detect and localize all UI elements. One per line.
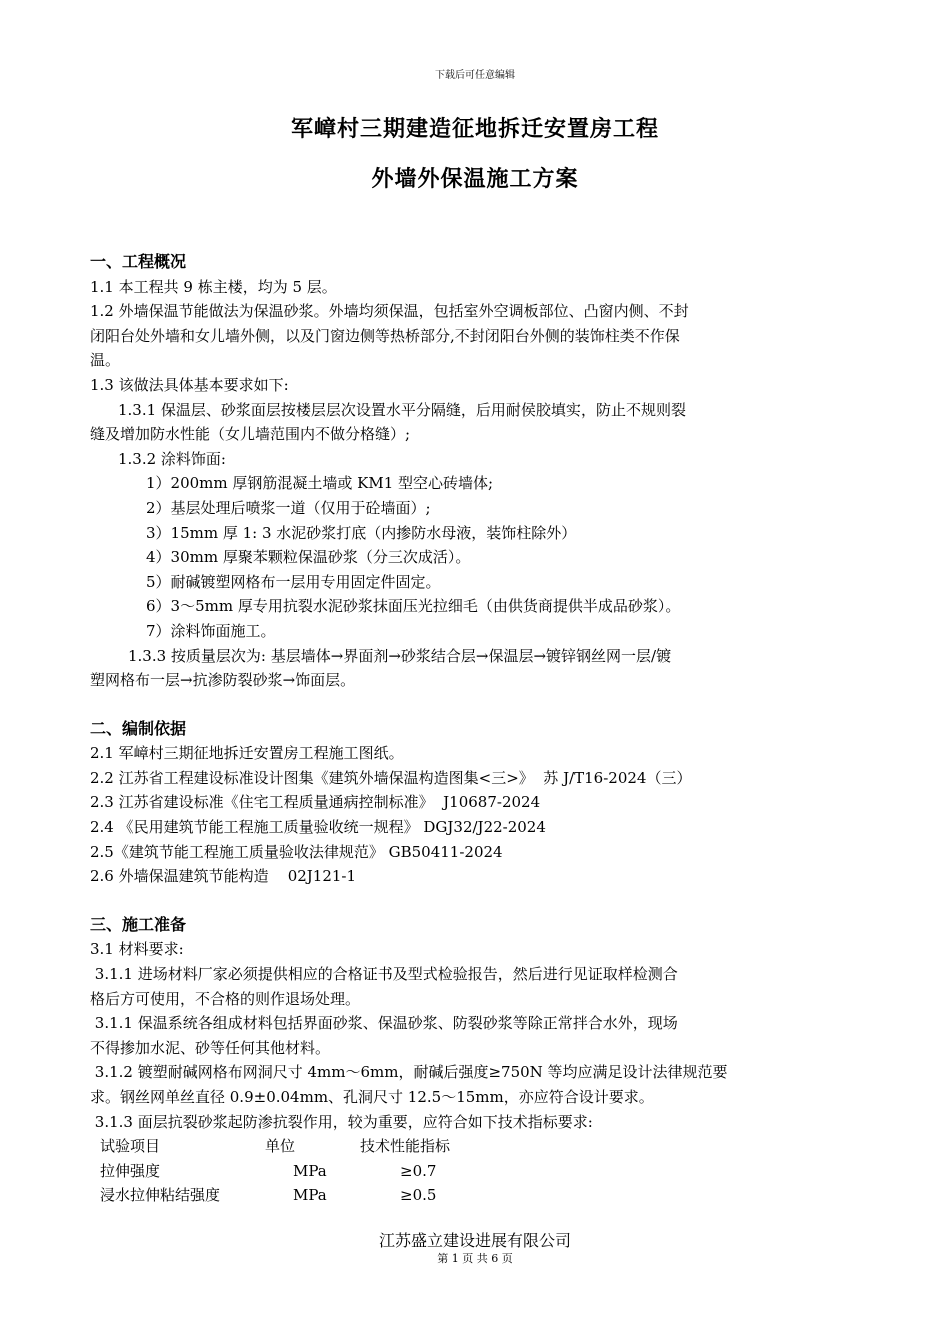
paragraph: 1.1 本工程共 9 栋主楼，均为 5 层。 [90, 277, 337, 296]
list-item: 2）基层处理后喷浆一道（仅用于砼墙面）; [146, 498, 431, 517]
reference-line: 2.2 江苏省工程建设标准设计图集《建筑外墙保温构造图集<三>》 苏 J/T16-2024（三） [90, 768, 692, 787]
document-title: 军嶂村三期建造征地拆迁安置房工程 [290, 116, 659, 142]
paragraph: 1.3 该做法具体基本要求如下: [90, 375, 289, 394]
table-row [90, 1183, 865, 1208]
table-cell: ≥0.5 [400, 1186, 437, 1205]
table-header-row [90, 1134, 865, 1159]
section-heading: 二、编制依据 [90, 718, 187, 738]
paragraph: 1.3.3 按质量层次为: 基层墙体→界面剂→砂浆结合层→保温层→镀锌钢丝网一层/镀 [128, 646, 672, 665]
table-cell: ≥0.7 [400, 1161, 437, 1180]
paragraph: 缝及增加防水性能（女儿墙范围内不做分格缝）; [90, 425, 411, 444]
reference-line: 2.1 军嶂村三期征地拆迁安置房工程施工图纸。 [90, 744, 404, 763]
section-heading: 一、工程概况 [90, 252, 187, 271]
table-header: 单位 [265, 1137, 296, 1156]
table-header: 试验项目 [100, 1137, 161, 1156]
list-item: 1）200mm 厚钢筋混凝土墙或 KM1 型空心砖墙体; [146, 474, 494, 493]
reference-line: 2.6 外墙保温建筑节能构造 02J121-1 [90, 867, 357, 886]
table-header: 技术性能指标 [360, 1137, 451, 1156]
paragraph: 3.1.1 保温系统各组成材料包括界面砂浆、保温砂浆、防裂砂浆等除正常拌合水外，现场 [90, 1014, 678, 1033]
list-item: 6）3～5mm 厚专用抗裂水泥砂浆抹面压光拉细毛（由供货商提供半成品砂浆）。 [146, 597, 681, 616]
page-number: 第 1 页 共 6 页 [437, 1252, 513, 1265]
paragraph: 3.1.1 进场材料厂家必须提供相应的合格证书及型式检验报告，然后进行见证取样检测合 [90, 965, 678, 984]
list-item: 5）耐碱镀塑网格布一层用专用固定件固定。 [146, 572, 441, 591]
list-item: 4）30mm 厚聚苯颗粒保温砂浆（分三次成活）。 [146, 548, 471, 567]
paragraph: 塑网格布一层→抗渗防裂砂浆→饰面层。 [90, 671, 356, 690]
paragraph: 闭阳台处外墙和女儿墙外侧，以及门窗边侧等热桥部分,不封闭阳台外侧的装饰柱类不作保 [90, 326, 680, 345]
reference-line: 2.4 《民用建筑节能工程施工质量验收统一规程》 DGJ32/J22-2024 [90, 818, 546, 837]
table-cell: 拉伸强度 [100, 1161, 161, 1180]
reference-line: 2.3 江苏省建设标准《住宅工程质量通病控制标准》 J10687-2024 [90, 793, 541, 812]
table-cell: 浸水拉伸粘结强度 [100, 1186, 221, 1205]
paragraph: 1.3.1 保温层、砂浆面层按楼层层次设置水平分隔缝，后用耐侯胶填实，防止不规则裂 [118, 400, 686, 419]
paragraph: 1.3.2 涂料饰面: [118, 449, 226, 468]
table-row [90, 1159, 865, 1184]
paragraph: 温。 [90, 351, 121, 370]
document-subtitle: 外墙外保温施工方案 [371, 166, 579, 192]
table-cell: MPa [293, 1161, 327, 1180]
paragraph: 3.1 材料要求: [90, 940, 184, 959]
list-item: 3）15mm 厚 1: 3 水泥砂浆打底（内掺防水母液，装饰柱除外） [146, 523, 577, 542]
paragraph: 1.2 外墙保温节能做法为保温砂浆。外墙均须保温，包括室外空调板部位、凸窗内侧、不封 [90, 302, 689, 321]
reference-line: 2.5《建筑节能工程施工质量验收法律规范》 GB50411-2024 [90, 842, 503, 861]
section-heading: 三、施工准备 [90, 914, 187, 934]
table-cell: MPa [293, 1186, 327, 1205]
paragraph: 不得掺加水泥、砂等任何其他材料。 [90, 1038, 331, 1057]
document-body [90, 250, 865, 1208]
spec-table [90, 1134, 865, 1208]
paragraph: 格后方可使用，不合格的则作退场处理。 [90, 989, 361, 1008]
footer-company: 江苏盛立建设进展有限公司 [378, 1231, 571, 1250]
paragraph: 3.1.2 镀塑耐碱网格布网洞尺寸 4mm～6mm，耐碱后强度≥750N 等均应满足设计法律规范要 [90, 1063, 728, 1082]
paragraph: 求。钢丝网单丝直径 0.9±0.04mm、孔洞尺寸 12.5～15mm，亦应符合设计要求。 [90, 1088, 654, 1106]
list-item: 7）涂料饰面施工。 [146, 621, 276, 640]
paragraph: 3.1.3 面层抗裂砂浆起防渗抗裂作用，较为重要，应符合如下技术指标要求: [90, 1112, 593, 1131]
header-note: 下载后可任意编辑 [435, 70, 515, 81]
